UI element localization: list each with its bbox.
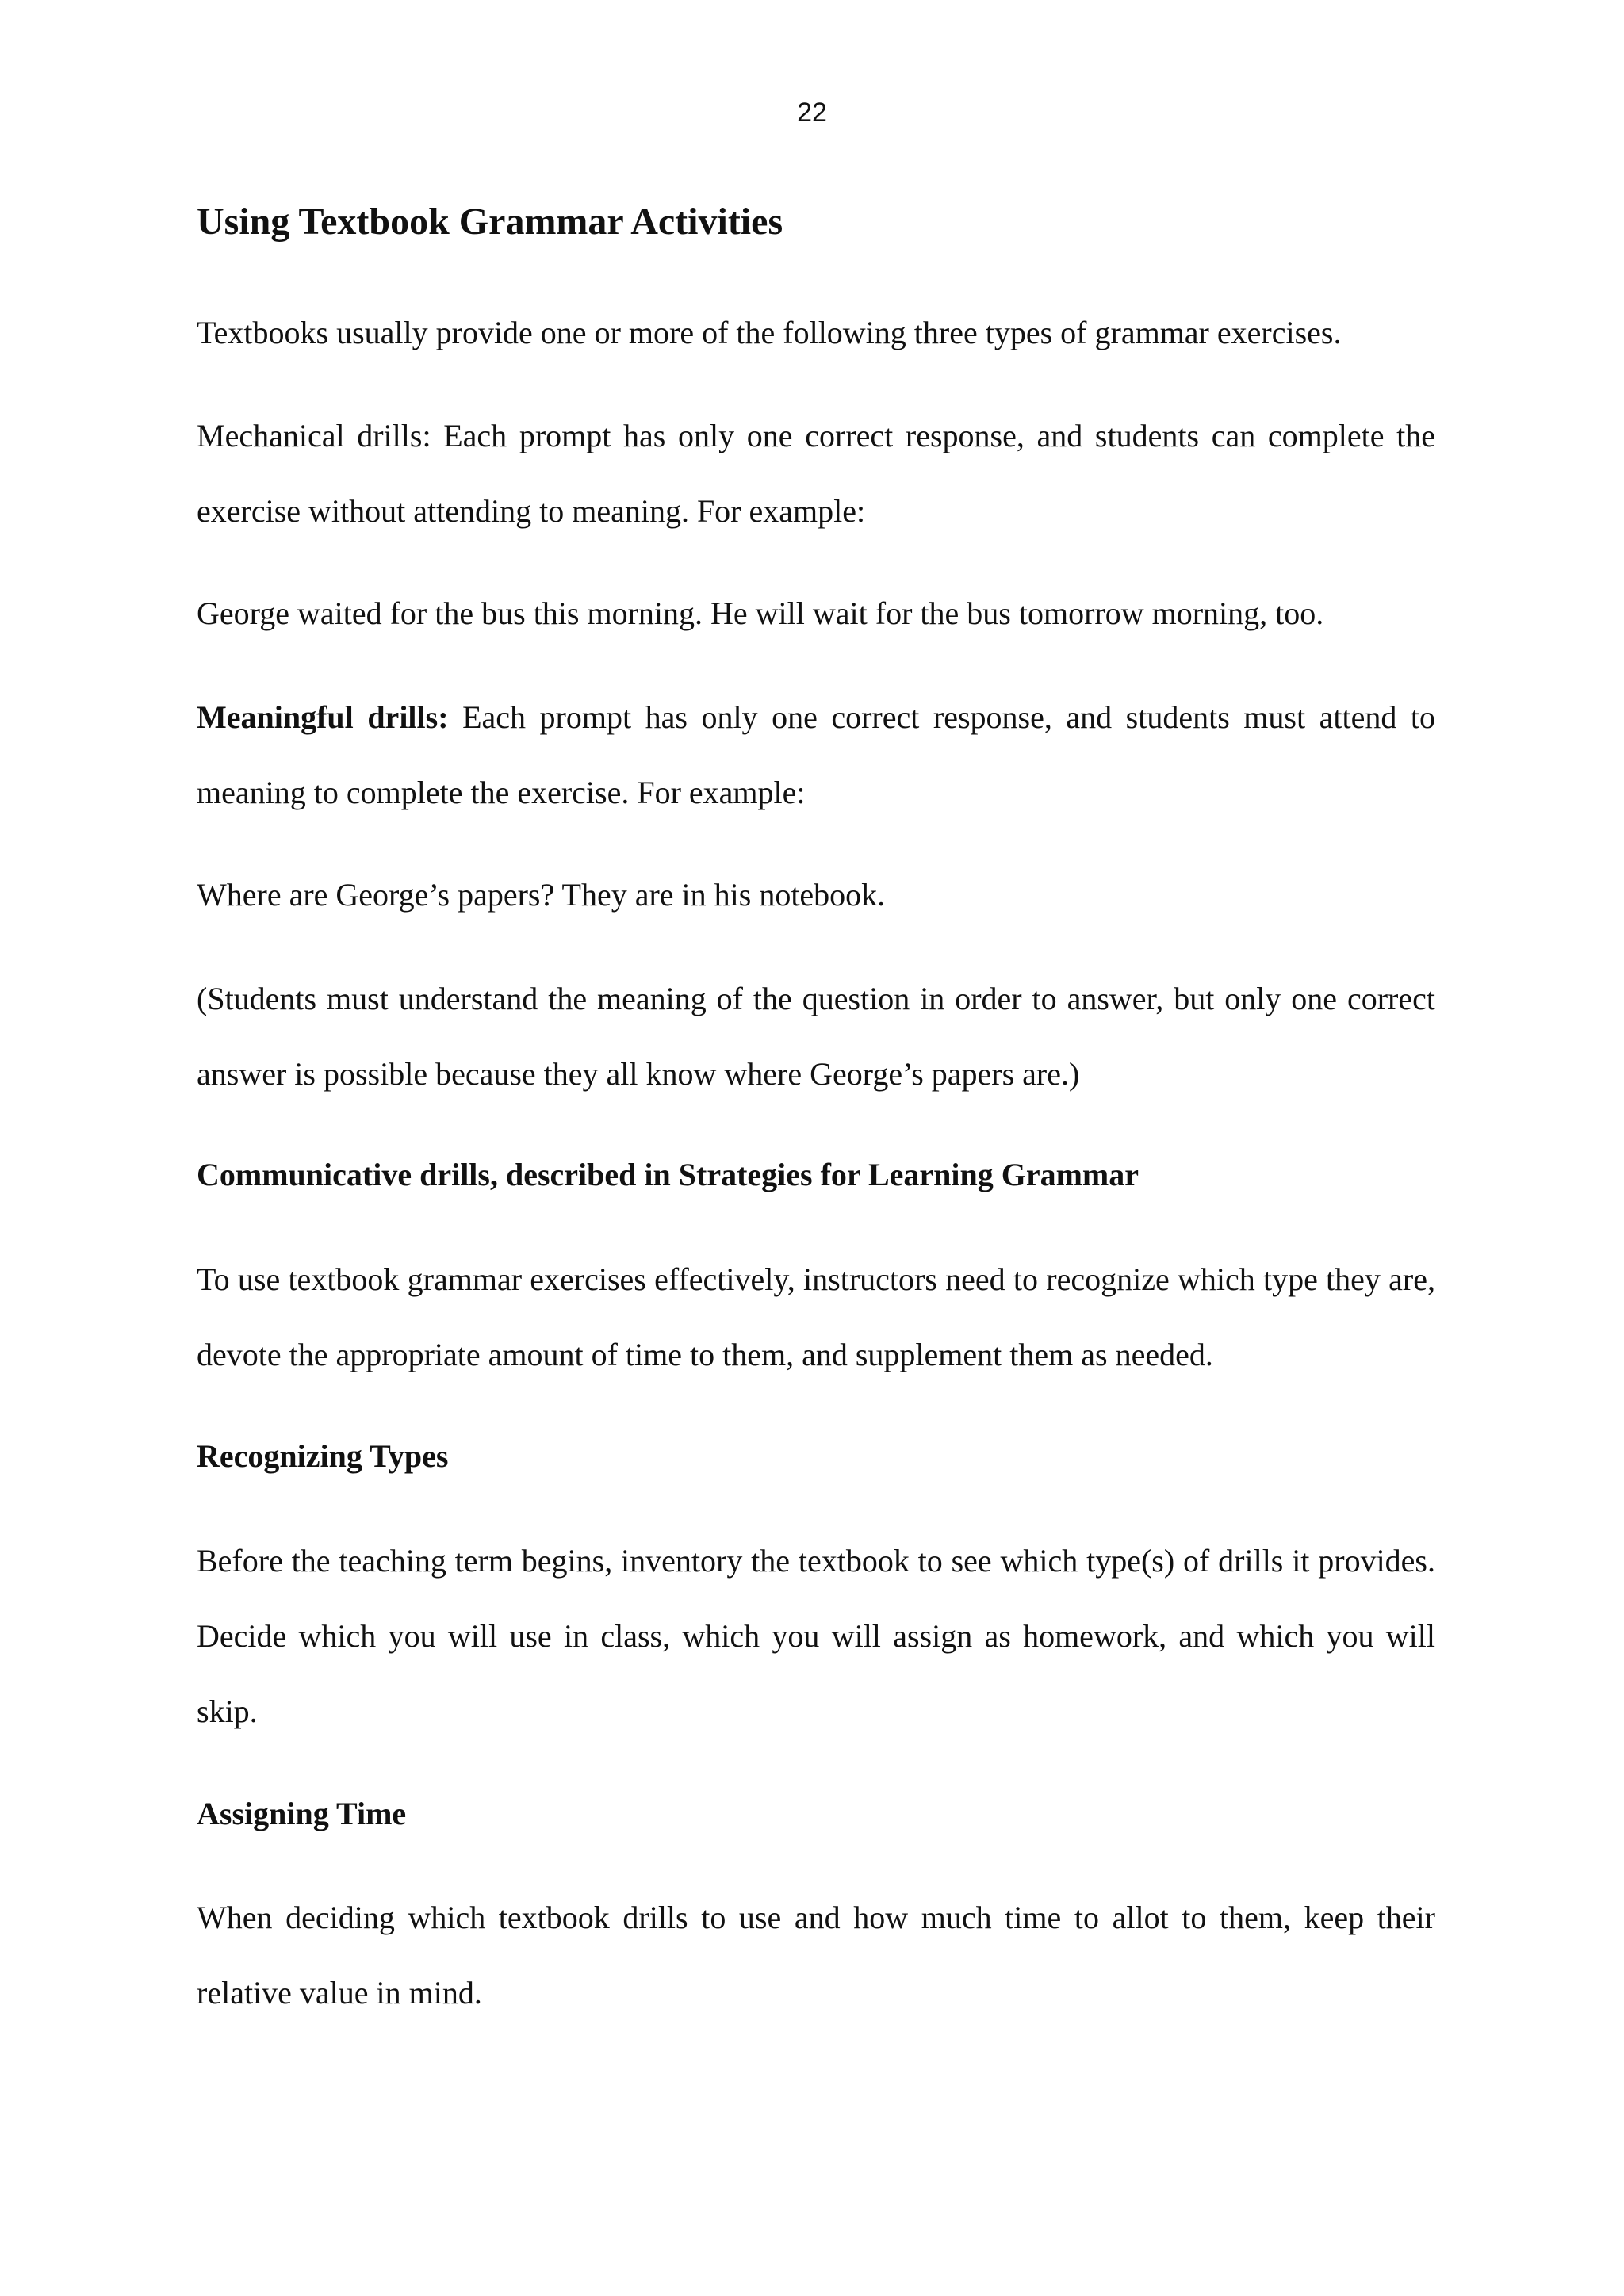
page-title: Using Textbook Grammar Activities xyxy=(197,201,783,243)
meaningful-drills-text: Each prompt has only one correct response, and students must attend to meaning to complete the exercise. For example: xyxy=(197,699,1435,810)
intro-paragraph: Textbooks usually provide one or more of the following three types of grammar exercises. xyxy=(197,315,1342,350)
page-number: 22 xyxy=(797,98,827,128)
meaningful-drills-paragraph xyxy=(197,679,1435,830)
usage-paragraph: To use textbook grammar exercises effectively, instructors need to recognize which type they are, devote the appropriate amount of time to them, and supplement them as needed. xyxy=(197,1261,1435,1372)
meaningful-example: Where are George’s papers? They are in his notebook. xyxy=(197,877,886,913)
meaningful-drills-label: Meaningful drills: xyxy=(197,699,449,735)
mechanical-drills-paragraph: Mechanical drills: Each prompt has only one correct response, and students can complete the exercise without attending to meaning. For example: xyxy=(197,418,1435,529)
communicative-drills-heading: Communicative drills, described in Strategies for Learning Grammar xyxy=(197,1157,1139,1192)
recognizing-types-heading: Recognizing Types xyxy=(197,1438,449,1474)
mechanical-example: George waited for the bus this morning. He will wait for the bus tomorrow morning, too. xyxy=(197,595,1324,631)
recognizing-types-paragraph: Before the teaching term begins, inventory the textbook to see which type(s) of drills it provides. Decide which you will use in class, which you will assign as homework, and which you will skip. xyxy=(197,1543,1435,1729)
meaningful-note-paragraph: (Students must understand the meaning of the question in order to answer, but only one correct answer is possible because they all know where George’s papers are.) xyxy=(197,981,1435,1092)
assigning-time-heading: Assigning Time xyxy=(197,1796,407,1831)
assigning-time-paragraph: When deciding which textbook drills to use and how much time to allot to them, keep their relative value in mind. xyxy=(197,1900,1435,2011)
